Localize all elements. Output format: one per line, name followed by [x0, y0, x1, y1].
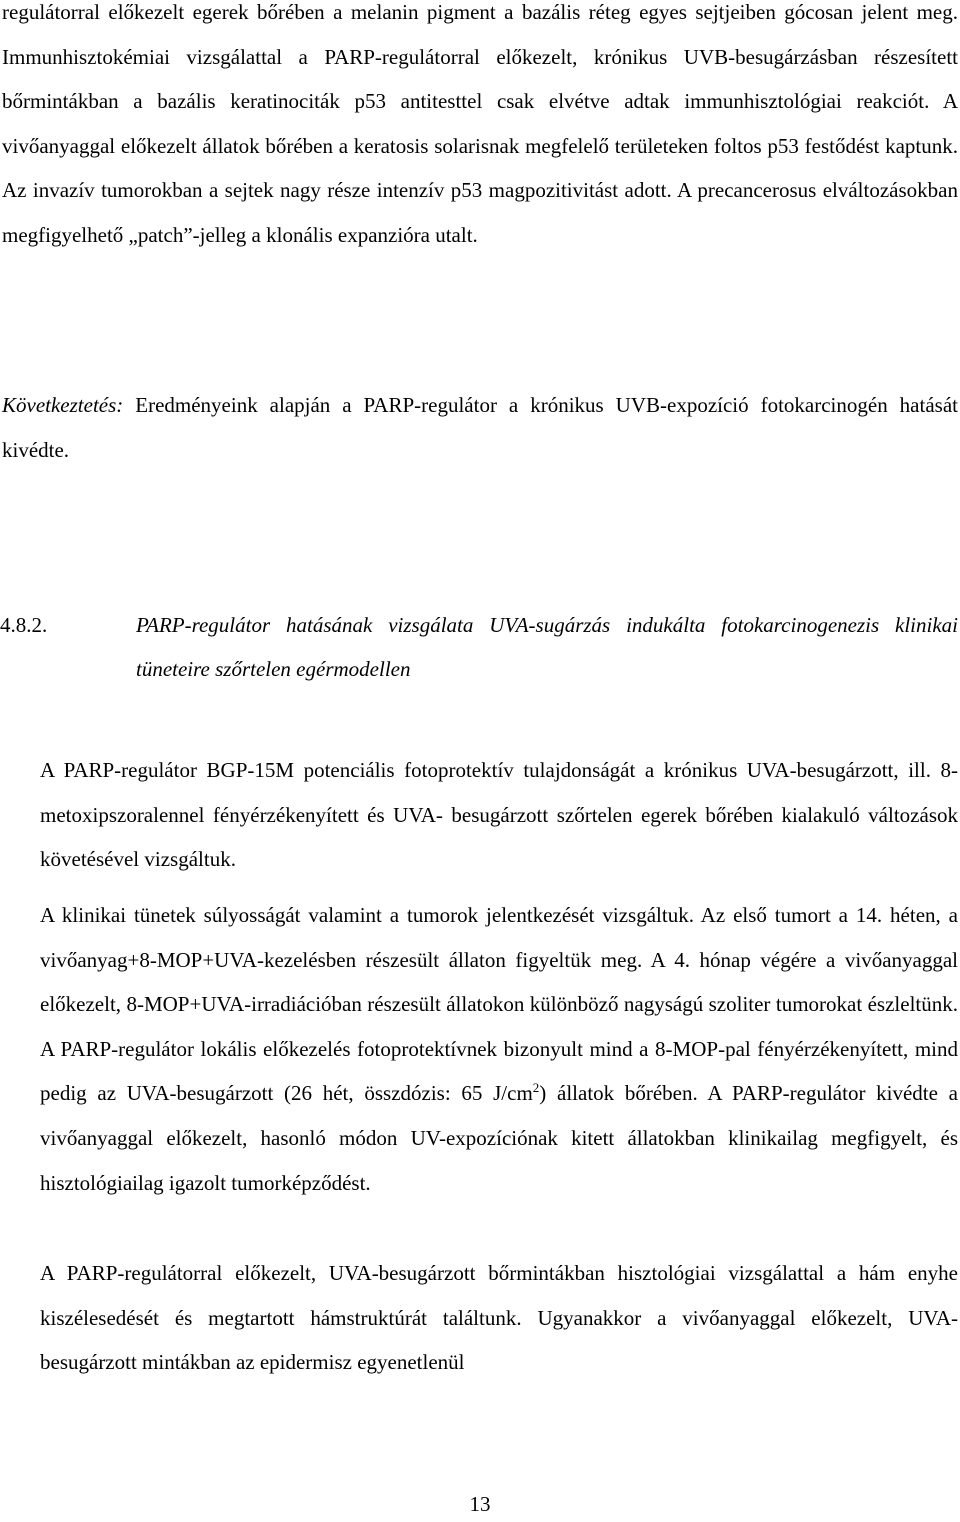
section-title: PARP-regulátor hatásának vizsgálata UVA-sugárzás indukálta fotokarcinogenezis klinikai tüneteire szőrtelen egérmodellen: [136, 613, 958, 681]
intro-text: A PARP-regulátor BGP-15M potenciális fotoprotektív tulajdonságát a krónikus UVA-besugárzott, ill. 8-metoxipszoralennel fényérzékenyített és UVA- besugárzott szőrtelen egerek bőrében kialakuló változások követésével vizsgáltuk.: [40, 758, 958, 872]
section-number: 4.8.2.: [0, 613, 48, 637]
conclusion-paragraph: [2, 383, 958, 472]
histology-text: A PARP-regulátorral előkezelt, UVA-besugárzott bőrmintákban hisztológiai vizsgálattal a hám enyhe kiszélesedését és megtartott hámstruktúrát találtunk. Ugyanakkor a vivőanyaggal előkezelt, UVA-besugárzott mintákban az epidermisz egyenetlenül: [40, 1261, 958, 1375]
results-text: regulátorral előkezelt egerek bőrében a melanin pigment a bazális réteg egyes sejtjeiben gócosan jelent meg. Immunhisztokémiai vizsgálattal a PARP-regulátorral előkezelt, krónikus UVB-besugárzásban részesített bőrmintákban a bazális keratinociták p53 antitesttel csak elvétve adtak immunhisztológiai reakciót. A vivőanyaggal előkezelt állatok bőrében a keratosis solarisnak megfelelő területeken foltos p53 festődést kaptunk. Az invazív tumorokban a sejtek nagy része intenzív p53 magpozitivitást adott. A precancerosus elváltozásokban megfigyelhető „patch”-jelleg a klonális expanzióra utalt.: [2, 0, 958, 247]
clinical-results-text-1: A klinikai tünetek súlyosságát valamint a tumorok jelentkezését vizsgáltuk. Az első tumort a 14. héten, a vivőanyag+8-MOP+UVA-kezelésben részesült állaton figyeltük meg. A 4. hónap végére a vivőanyaggal előkezelt, 8-MOP+UVA-irradiációban részesült állatokon különböző nagyságú szoliter tumorokat észleltünk. A PARP-regulátor lokális előkezelés fotoprotektívnek bizonyult mind a 8-MOP-pal fényérzékenyített, mind pedig az UVA-besugárzott (26 hét, összdózis: 65 J/cm: [40, 903, 958, 1106]
section-heading: [0, 603, 958, 691]
page-number: 13: [469, 1492, 491, 1516]
clinical-results-paragraph: [40, 893, 958, 1205]
histology-paragraph: [40, 1251, 958, 1385]
clinical-results-text-2: ) állatok bőrében. A PARP-regulátor kivédte a vivőanyaggal előkezelt, hasonló módon UV-expozíciónak kitett állatokban klinikailag megfigyelt, és hisztológiailag igazolt tumorképződést.: [40, 1081, 958, 1195]
conclusion-label: Következtetés:: [2, 393, 124, 417]
results-paragraph: [2, 0, 958, 258]
intro-paragraph: [40, 748, 958, 882]
conclusion-text: Eredményeink alapján a PARP-regulátor a krónikus UVB-expozíció fotokarcinogén hatását kivédte.: [2, 393, 958, 462]
superscript-exponent: 2: [532, 1080, 540, 1096]
